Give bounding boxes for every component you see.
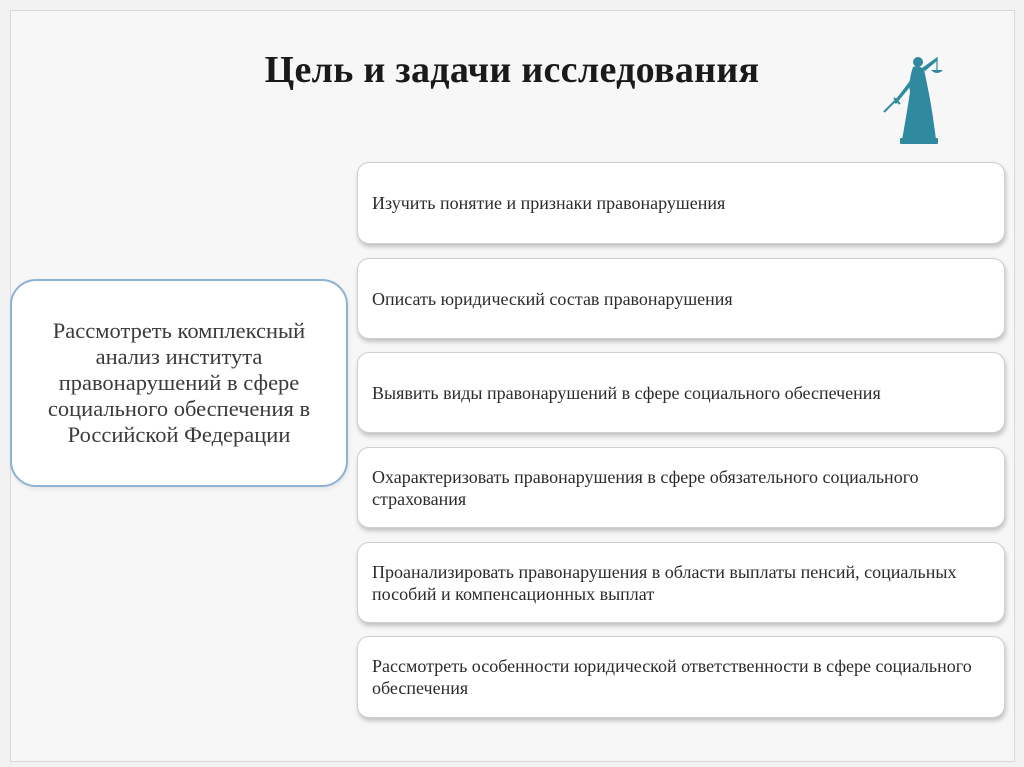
task-box: Проанализировать правонарушения в области выплаты пенсий, социальных пособий и компенсационных выплат [357, 542, 1005, 623]
task-box: Рассмотреть особенности юридической ответственности в сфере социального обеспечения [357, 636, 1005, 718]
task-box: Охарактеризовать правонарушения в сфере обязательного социального страхования [357, 447, 1005, 528]
slide-title: Цель и задачи исследования [264, 49, 760, 91]
task-box: Выявить виды правонарушений в сфере социального обеспечения [357, 352, 1005, 433]
research-goal-box: Рассмотреть комплексный анализ института правонарушений в сфере социального обеспечения в Российской Федерации [10, 279, 348, 487]
task-box: Описать юридический состав правонарушения [357, 258, 1005, 339]
task-box: Изучить понятие и признаки правонарушения [357, 162, 1005, 244]
themis-statue-icon [880, 52, 950, 147]
